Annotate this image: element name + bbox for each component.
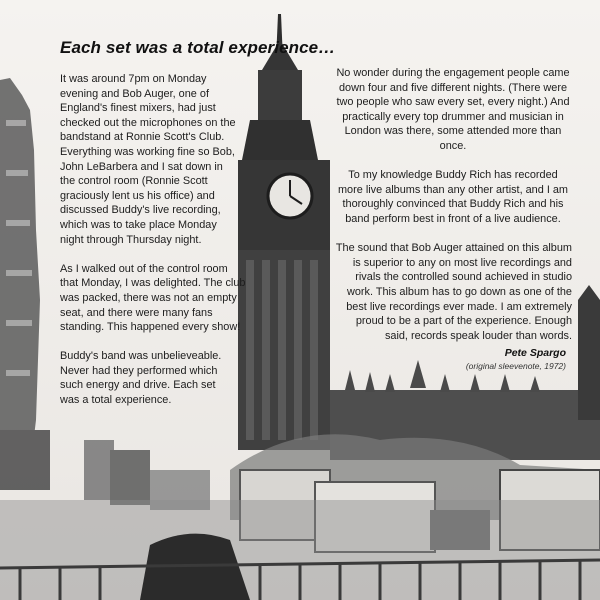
- author-name: Pete Spargo: [504, 347, 566, 359]
- right-paragraph-3: The sound that Bob Auger attained on this album is superior to any on most live recordings and rivals the controlled sound achieved in studio work. This album has to go down as one of the best live recordings ever made. I am extremely proud to be a part of the experience. Enough said, records speak louder than words.: [335, 242, 572, 342]
- right-paragraph-2: To my knowledge Buddy Rich has recorded more live albums than any other artist, and I am thoroughly convinced that Buddy Rich and his band perform best in front of a live audience.: [337, 169, 569, 225]
- right-paragraph-1: No wonder during the engagement people came down four and five different nights. (There were two people who saw every set, every night.) And practically every top drummer and musician in London was there, some attended more than once.: [336, 67, 570, 152]
- left-column: [60, 72, 246, 422]
- source-note: (original sleevenote, 1972): [465, 361, 566, 371]
- right-column: [334, 66, 572, 358]
- left-paragraph-2: As I walked out of the control room that Monday, I was delighted. The club was packed, there was not an empty seat, and there were many fans standing. This happened every show!: [60, 262, 246, 334]
- left-paragraph-1: It was around 7pm on Monday evening and Bob Auger, one of England's finest mixers, had just checked out the microphones on the bandstand at Ronnie Scott's Club. Everything was working fine so Bob, John LeBarbera and I sat down in the control room (Ronnie Scott graciously lent us his office) and discussed Buddy's live recording, which was to take place Monday night through Thursday night.: [60, 73, 236, 246]
- signature-block: [466, 347, 566, 371]
- page-title: Each set was a total experience…: [60, 38, 336, 57]
- left-paragraph-3: Buddy's band was unbelieveable. Never had they performed which such energy and drive. Each set was a total experience.: [60, 350, 222, 407]
